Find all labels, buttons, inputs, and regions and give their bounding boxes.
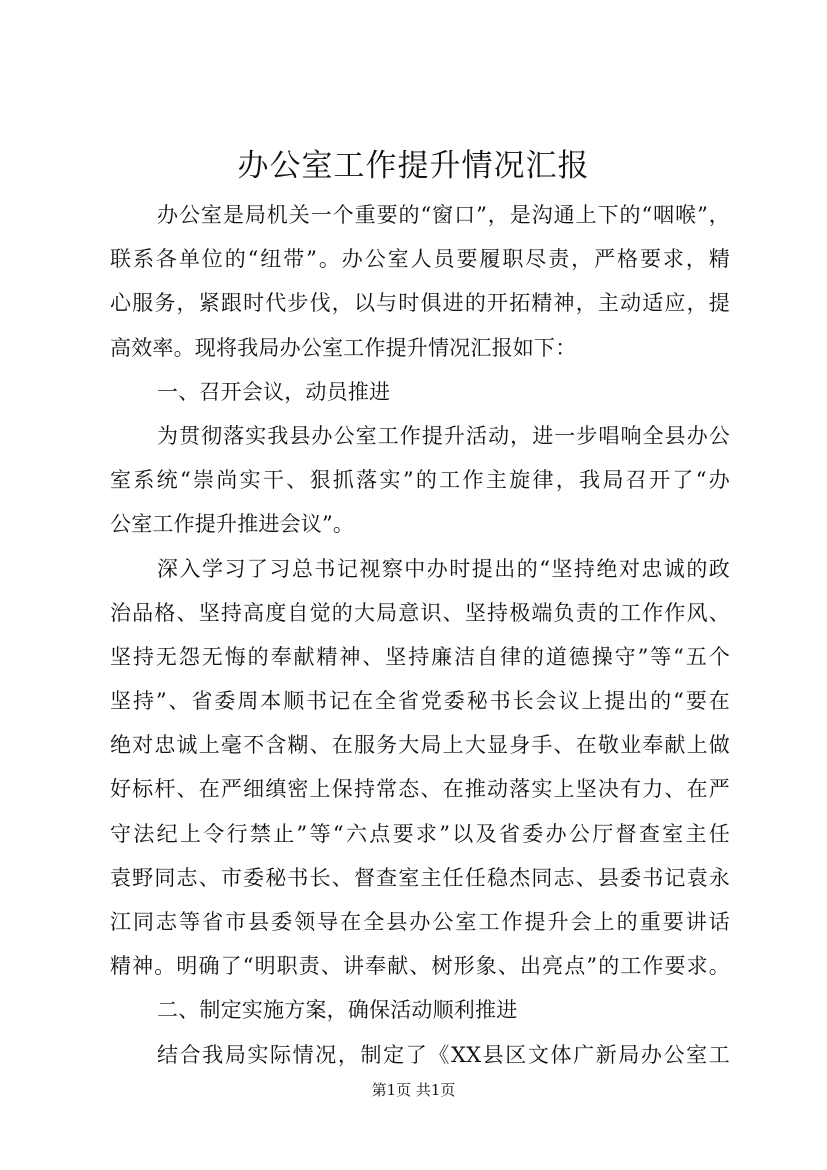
body-line: 好标杆、在严细缜密上保持常态、在推动落实上坚决有力、在严 (110, 777, 730, 802)
body-line: 公室工作提升推进会议”。 (110, 512, 355, 537)
body-line: 精神。明确了“明职责、讲奉献、树形象、出亮点”的工作要求。 (110, 954, 730, 979)
body-line: 为贯彻落实我县办公室工作提升活动，进一步唱响全县办公 (157, 423, 730, 448)
body-line: 守法纪上令行禁止”等“六点要求”以及省委办公厅督查室主任 (110, 821, 730, 846)
body-line: 江同志等省市县委领导在全县办公室工作提升会上的重要讲话 (110, 910, 730, 934)
body-line: 袁野同志、市委秘书长、督查室主任任稳杰同志、县委书记袁永 (110, 865, 730, 890)
body-line: 绝对忠诚上毫不含糊、在服务大局上大显身手、在敬业奉献上做 (110, 733, 730, 758)
body-line: 心服务，紧跟时代步伐，以与时俱进的开拓精神，主动适应，提 (110, 291, 730, 316)
document-body (110, 193, 730, 1077)
body-line: 室系统“崇尚实干、狠抓落实”的工作主旋律，我局召开了“办 (110, 468, 730, 493)
body-line: 治品格、坚持高度自觉的大局意识、坚持极端负责的工作作风、 (110, 600, 730, 625)
body-line: 坚持”、省委周本顺书记在全省党委秘书长会议上提出的“要在 (110, 689, 730, 714)
document-title: 办公室工作提升情况汇报 (237, 148, 590, 184)
section-heading: 一、召开会议，动员推进 (157, 379, 391, 404)
body-line: 高效率。现将我局办公室工作提升情况汇报如下： (110, 335, 577, 360)
section-heading: 二、制定实施方案，确保活动顺利推进 (157, 998, 518, 1023)
body-line: 坚持无怨无悔的奉献精神、坚持廉洁自律的道德操守”等“五个 (110, 644, 730, 669)
body-line: 结合我局实际情况，制定了《XX县区文体广新局办公室工 (157, 1042, 730, 1067)
page-footer: 第1页 共1页 (371, 1081, 456, 1099)
body-line: 办公室是局机关一个重要的“窗口”，是沟通上下的“咽喉”， (157, 203, 730, 227)
body-line: 深入学习了习总书记视察中办时提出的“坚持绝对忠诚的政 (157, 556, 730, 581)
body-line: 联系各单位的“纽带”。办公室人员要履职尽责，严格要求，精 (110, 247, 730, 272)
